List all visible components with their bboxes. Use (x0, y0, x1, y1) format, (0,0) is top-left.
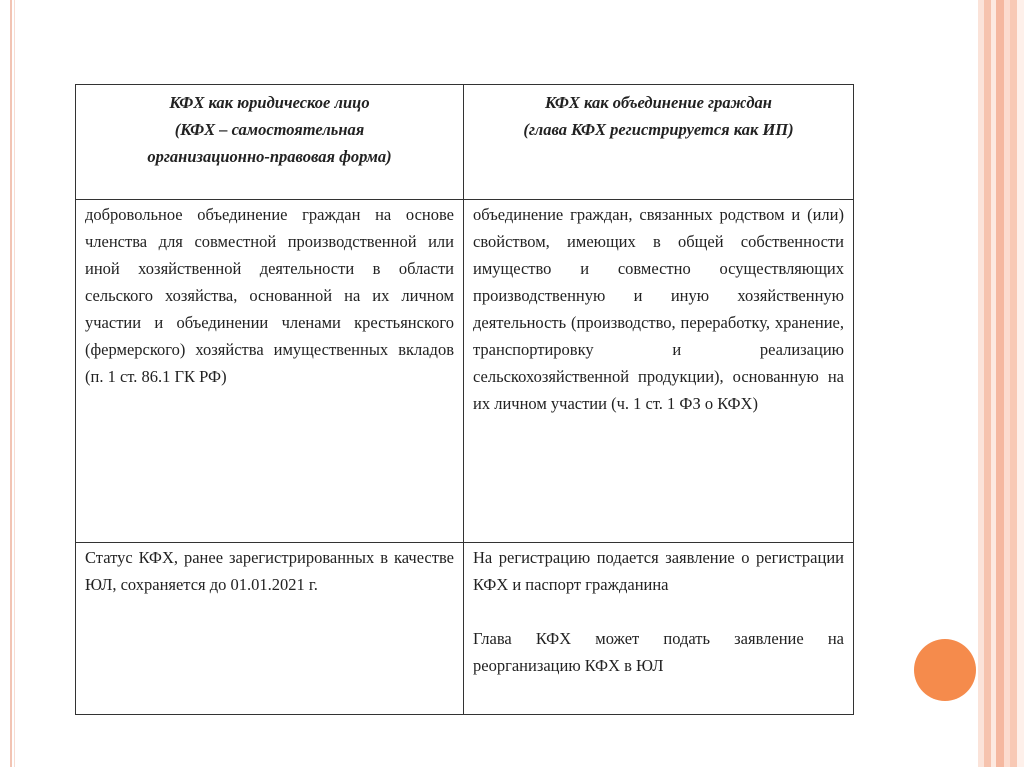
header-cell-citizens-association (464, 85, 854, 200)
stripe (1010, 0, 1017, 767)
stripe (996, 0, 1004, 767)
header-line: (КФХ – самостоятельная (174, 120, 365, 139)
definition-citizens-association (464, 200, 854, 543)
table-header-row (76, 85, 854, 200)
header-cell-legal-entity (76, 85, 464, 200)
table-row (76, 200, 854, 543)
cell-text: добровольное объединение граждан на основе членства для совместной производственной или иной хозяйственной деятельности в области сельского хозяйства, основанной на их личном участии и объединении членами крестьянского (фермерского) хозяйства имущественных вкладов (п. 1 ст. 86.1 ГК РФ) (85, 205, 454, 386)
cell-text: На регистрацию подается заявление о регистрации КФХ и паспорт гражданина (473, 548, 844, 594)
header-line: организационно-правовая форма) (147, 147, 392, 166)
header-line: КФХ как юридическое лицо (169, 93, 370, 112)
right-decorative-stripes (978, 0, 1024, 767)
cell-text: Глава КФХ может подать заявление на реорганизацию КФХ в ЮЛ (473, 629, 844, 675)
status-citizens-association (464, 543, 854, 715)
table-row (76, 543, 854, 715)
header-line: (глава КФХ регистрируется как ИП) (523, 120, 794, 139)
comparison-table (75, 84, 854, 715)
header-line: КФХ как объединение граждан (545, 93, 772, 112)
stripe (1017, 0, 1024, 767)
left-frame-line-inner (14, 0, 15, 767)
stripe (984, 0, 991, 767)
orange-circle-decoration (914, 639, 976, 701)
cell-text: объединение граждан, связанных родством и (или) свойством, имеющих в общей собственности имущество и совместно осуществляющих производственную и иную хозяйственную деятельность (производство, переработку, хранение, транспортировку и реализацию сельскохозяйственной продукции), основанную на их личном участии (ч. 1 ст. 1 ФЗ о КФХ) (473, 205, 844, 413)
definition-legal-entity (76, 200, 464, 543)
left-frame-line (10, 0, 12, 767)
status-legal-entity (76, 543, 464, 715)
cell-text: Статус КФХ, ранее зарегистрированных в качестве ЮЛ, сохраняется до 01.01.2021 г. (85, 548, 454, 594)
